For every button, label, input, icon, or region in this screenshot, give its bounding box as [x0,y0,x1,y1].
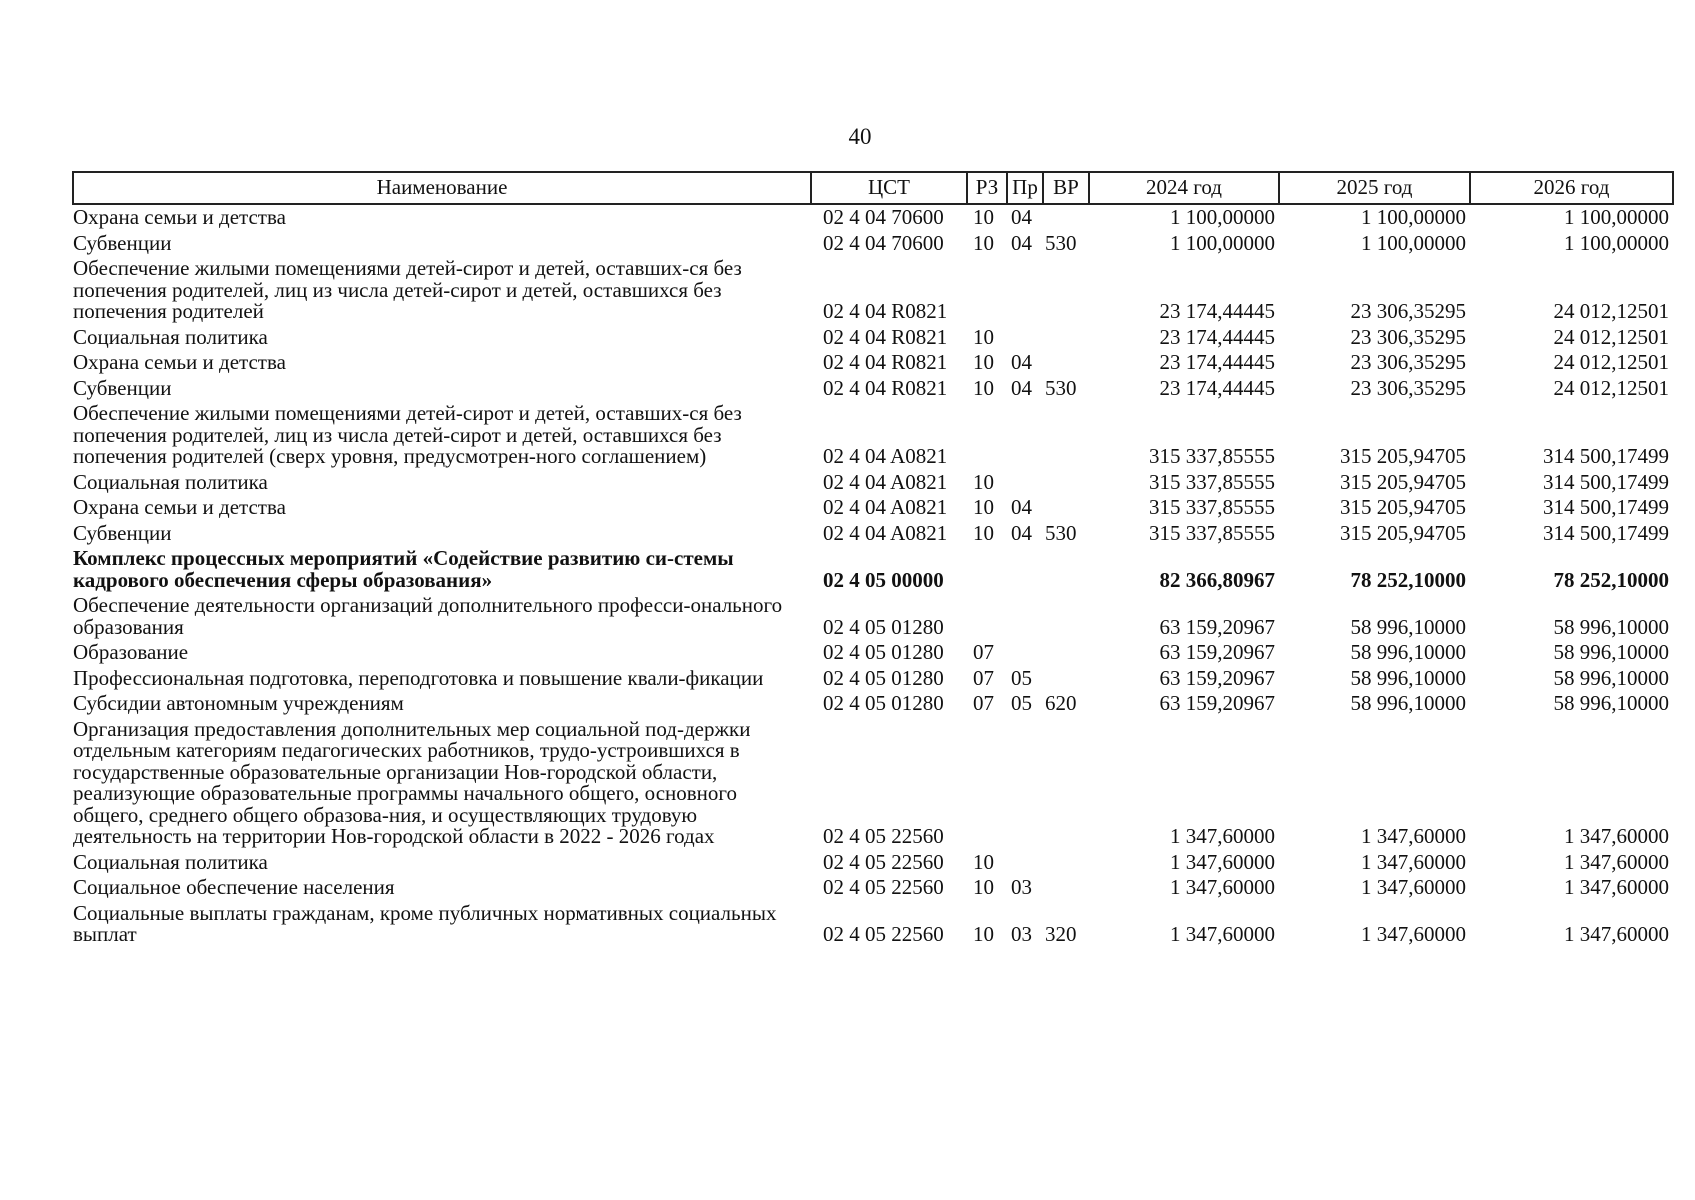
row-pr: 03 [1011,875,1032,899]
row-amount-2024: 63 159,20967 [1159,614,1275,639]
row-vr: 530 [1045,230,1077,255]
row-pr: 05 [1011,691,1032,715]
row-amount-2024: 63 159,20967 [1159,640,1275,664]
row-rz: 07 [973,665,994,690]
row-rz: 10 [973,375,994,400]
column-header-name: Наименование [73,172,811,204]
row-amount-2025: 23 306,35295 [1350,299,1466,323]
table-row [73,850,1673,876]
row-rz: 07 [973,691,994,715]
row-name: Социальная политика [73,324,268,349]
table-row [73,325,1673,351]
row-pr: 04 [1011,230,1032,255]
table-row [73,495,1673,521]
row-vr: 620 [1045,691,1077,715]
row-vr [1043,875,1089,901]
row-vr [1043,593,1089,640]
row-cst-code: 02 4 04 70600 [823,205,944,229]
row-rz [967,546,1007,593]
row-amount-2024: 1 347,60000 [1170,824,1275,848]
row-amount-2025: 23 306,35295 [1350,350,1466,374]
row-amount-2025: 58 996,10000 [1350,640,1466,664]
row-rz: 10 [973,495,994,519]
row-rz: 10 [973,520,994,545]
row-vr [1043,495,1089,521]
row-amount-2026: 24 012,12501 [1553,375,1669,400]
row-name: Социальная политика [73,469,268,494]
row-amount-2026: 1 347,60000 [1564,922,1669,946]
row-amount-2026: 58 996,10000 [1553,665,1669,690]
table-row [73,256,1673,325]
row-vr [1043,204,1089,231]
column-header-2025: 2025 год [1279,172,1470,204]
table-row [73,640,1673,666]
row-cst-code: 02 4 05 01280 [823,640,944,664]
row-vr [1043,401,1089,470]
row-amount-2024: 23 174,44445 [1159,375,1275,400]
row-cst-code: 02 4 04 70600 [823,230,944,255]
column-header-pr: Пр [1007,172,1043,204]
row-amount-2025: 1 347,60000 [1361,849,1466,874]
row-amount-2024: 63 159,20967 [1159,691,1275,715]
row-name: Организация предоставления дополнительных мер социальной под-держки отдельным категориям педагогических работников, трудо-устроившихся в государственные образовательные организации Нов-городской области, реализующие образовательные программы начального общего, основного общего, среднего общего образова-ния, и осуществляющих трудовую деятельность на территории Нов-городской области в 2022 - 2026 годах [73,716,751,848]
table-row [73,666,1673,692]
row-amount-2024: 1 347,60000 [1170,849,1275,874]
row-amount-2024: 315 337,85555 [1149,469,1275,494]
row-name: Образование [73,640,189,664]
row-amount-2025: 315 205,94705 [1340,444,1466,468]
row-cst-code: 02 4 05 01280 [823,691,944,715]
row-vr [1043,325,1089,351]
row-name: Социальная политика [73,849,268,874]
table-row [73,875,1673,901]
row-pr [1007,470,1043,496]
row-amount-2024: 23 174,44445 [1159,350,1275,374]
row-pr [1007,640,1043,666]
row-amount-2025: 23 306,35295 [1350,375,1466,400]
row-pr: 04 [1011,495,1032,519]
row-vr [1043,470,1089,496]
column-header-2026: 2026 год [1470,172,1673,204]
row-rz: 10 [973,324,994,349]
row-amount-2025: 58 996,10000 [1350,691,1466,715]
row-vr [1043,640,1089,666]
row-vr [1043,256,1089,325]
row-amount-2024: 1 347,60000 [1170,875,1275,899]
row-rz: 10 [973,350,994,374]
table-row [73,204,1673,231]
table-row [73,521,1673,547]
row-name: Охрана семьи и детства [73,495,286,519]
column-header-cst: ЦСТ [811,172,967,204]
row-pr: 03 [1011,922,1032,946]
budget-table [72,171,1674,948]
row-pr [1007,401,1043,470]
row-name: Субвенции [73,230,172,255]
row-vr [1043,717,1089,850]
table-row [73,593,1673,640]
row-name: Социальные выплаты гражданам, кроме публичных нормативных социальных выплат [73,900,777,946]
row-pr: 04 [1011,350,1032,374]
row-vr [1043,850,1089,876]
row-name: Обеспечение жилыми помещениями детей-сирот и детей, оставших-ся без попечения родителей, лиц из числа детей-сирот и детей, оставшихся без попечения родителей [73,256,742,323]
row-amount-2024: 82 366,80967 [1159,567,1275,592]
table-row [73,546,1673,593]
row-amount-2025: 58 996,10000 [1350,614,1466,639]
row-amount-2025: 315 205,94705 [1340,520,1466,545]
row-cst-code: 02 4 05 22560 [823,824,944,848]
row-amount-2025: 1 347,60000 [1361,875,1466,899]
row-pr [1007,546,1043,593]
row-amount-2026: 24 012,12501 [1553,299,1669,323]
row-amount-2026: 24 012,12501 [1553,324,1669,349]
row-amount-2026: 314 500,17499 [1543,495,1669,519]
row-amount-2026: 58 996,10000 [1553,614,1669,639]
table-row [73,691,1673,717]
column-header-vr: ВР [1043,172,1089,204]
row-cst-code: 02 4 04 R0821 [823,299,948,323]
row-amount-2024: 1 100,00000 [1170,230,1275,255]
table-row [73,901,1673,948]
row-pr: 04 [1011,205,1032,229]
row-amount-2025: 1 347,60000 [1361,922,1466,946]
row-rz [967,717,1007,850]
row-name: Социальное обеспечение населения [73,875,395,899]
table-header-row [73,172,1673,204]
row-amount-2025: 1 100,00000 [1361,205,1466,229]
row-amount-2026: 314 500,17499 [1543,444,1669,468]
row-amount-2026: 314 500,17499 [1543,520,1669,545]
row-cst-code: 02 4 04 A0821 [823,444,948,468]
row-amount-2026: 58 996,10000 [1553,691,1669,715]
table-row [73,717,1673,850]
row-rz: 10 [973,922,994,946]
row-amount-2026: 1 347,60000 [1564,824,1669,848]
row-rz [967,256,1007,325]
row-cst-code: 02 4 05 01280 [823,665,944,690]
row-pr [1007,850,1043,876]
row-pr [1007,593,1043,640]
row-name: Субвенции [73,520,172,545]
row-rz: 10 [973,205,994,229]
row-amount-2026: 1 347,60000 [1564,875,1669,899]
row-amount-2024: 1 347,60000 [1170,922,1275,946]
row-amount-2025: 315 205,94705 [1340,469,1466,494]
row-name: Охрана семьи и детства [73,350,286,374]
page-number: 40 [848,124,872,149]
row-cst-code: 02 4 05 22560 [823,922,944,946]
row-vr: 530 [1045,520,1077,545]
table-row [73,376,1673,402]
row-cst-code: 02 4 04 A0821 [823,469,948,494]
row-vr: 530 [1045,375,1077,400]
row-cst-code: 02 4 04 A0821 [823,495,948,519]
row-cst-code: 02 4 05 00000 [823,567,944,592]
row-amount-2026: 24 012,12501 [1553,350,1669,374]
row-amount-2024: 315 337,85555 [1149,495,1275,519]
row-name: Обеспечение жилыми помещениями детей-сирот и детей, оставших-ся без попечения родителей, лиц из числа детей-сирот и детей, оставшихся без попечения родителей (сверх уровня, предусмотрен-ного соглашением) [73,401,742,468]
row-amount-2024: 23 174,44445 [1159,324,1275,349]
row-name: Профессиональная подготовка, переподготовка и повышение квали-фикации [73,665,764,690]
row-pr: 05 [1011,665,1032,690]
row-pr [1007,325,1043,351]
row-cst-code: 02 4 04 R0821 [823,350,948,374]
row-name: Обеспечение деятельности организаций дополнительного професси-онального образования [73,593,783,639]
column-header-rz: РЗ [967,172,1007,204]
row-rz: 10 [973,469,994,494]
row-rz [967,401,1007,470]
table-row [73,470,1673,496]
row-name: Субсидии автономным учреждениям [73,691,404,715]
row-amount-2025: 315 205,94705 [1340,495,1466,519]
row-amount-2025: 1 347,60000 [1361,824,1466,848]
row-amount-2026: 314 500,17499 [1543,469,1669,494]
row-amount-2026: 1 100,00000 [1564,230,1669,255]
row-amount-2025: 1 100,00000 [1361,230,1466,255]
row-name: Комплекс процессных мероприятий «Содействие развитию си-стемы кадрового обеспечения сферы образования» [73,546,734,592]
row-amount-2024: 63 159,20967 [1159,665,1275,690]
row-cst-code: 02 4 05 01280 [823,614,944,639]
row-amount-2024: 23 174,44445 [1159,299,1275,323]
table-row [73,231,1673,257]
row-amount-2024: 1 100,00000 [1170,205,1275,229]
row-vr [1043,546,1089,593]
row-amount-2026: 58 996,10000 [1553,640,1669,664]
row-vr [1043,666,1089,692]
row-amount-2025: 78 252,10000 [1350,567,1466,592]
row-amount-2025: 23 306,35295 [1350,324,1466,349]
table-body [73,204,1673,948]
row-amount-2026: 1 347,60000 [1564,849,1669,874]
row-vr: 320 [1045,922,1077,946]
row-amount-2025: 58 996,10000 [1350,665,1466,690]
row-cst-code: 02 4 05 22560 [823,849,944,874]
row-rz [967,593,1007,640]
row-rz: 10 [973,849,994,874]
row-pr: 04 [1011,520,1032,545]
row-cst-code: 02 4 04 A0821 [823,520,948,545]
table-row [73,401,1673,470]
row-rz: 10 [973,230,994,255]
row-pr [1007,256,1043,325]
row-amount-2024: 315 337,85555 [1149,444,1275,468]
row-rz: 07 [973,640,994,664]
row-cst-code: 02 4 04 R0821 [823,375,948,400]
row-pr [1007,717,1043,850]
row-name: Субвенции [73,375,172,400]
row-rz: 10 [973,875,994,899]
row-amount-2026: 1 100,00000 [1564,205,1669,229]
row-cst-code: 02 4 05 22560 [823,875,944,899]
column-header-2024: 2024 год [1089,172,1279,204]
row-pr: 04 [1011,375,1032,400]
row-cst-code: 02 4 04 R0821 [823,324,948,349]
row-amount-2024: 315 337,85555 [1149,520,1275,545]
row-vr [1043,350,1089,376]
row-name: Охрана семьи и детства [73,205,286,229]
table-row [73,350,1673,376]
row-amount-2026: 78 252,10000 [1553,567,1669,592]
